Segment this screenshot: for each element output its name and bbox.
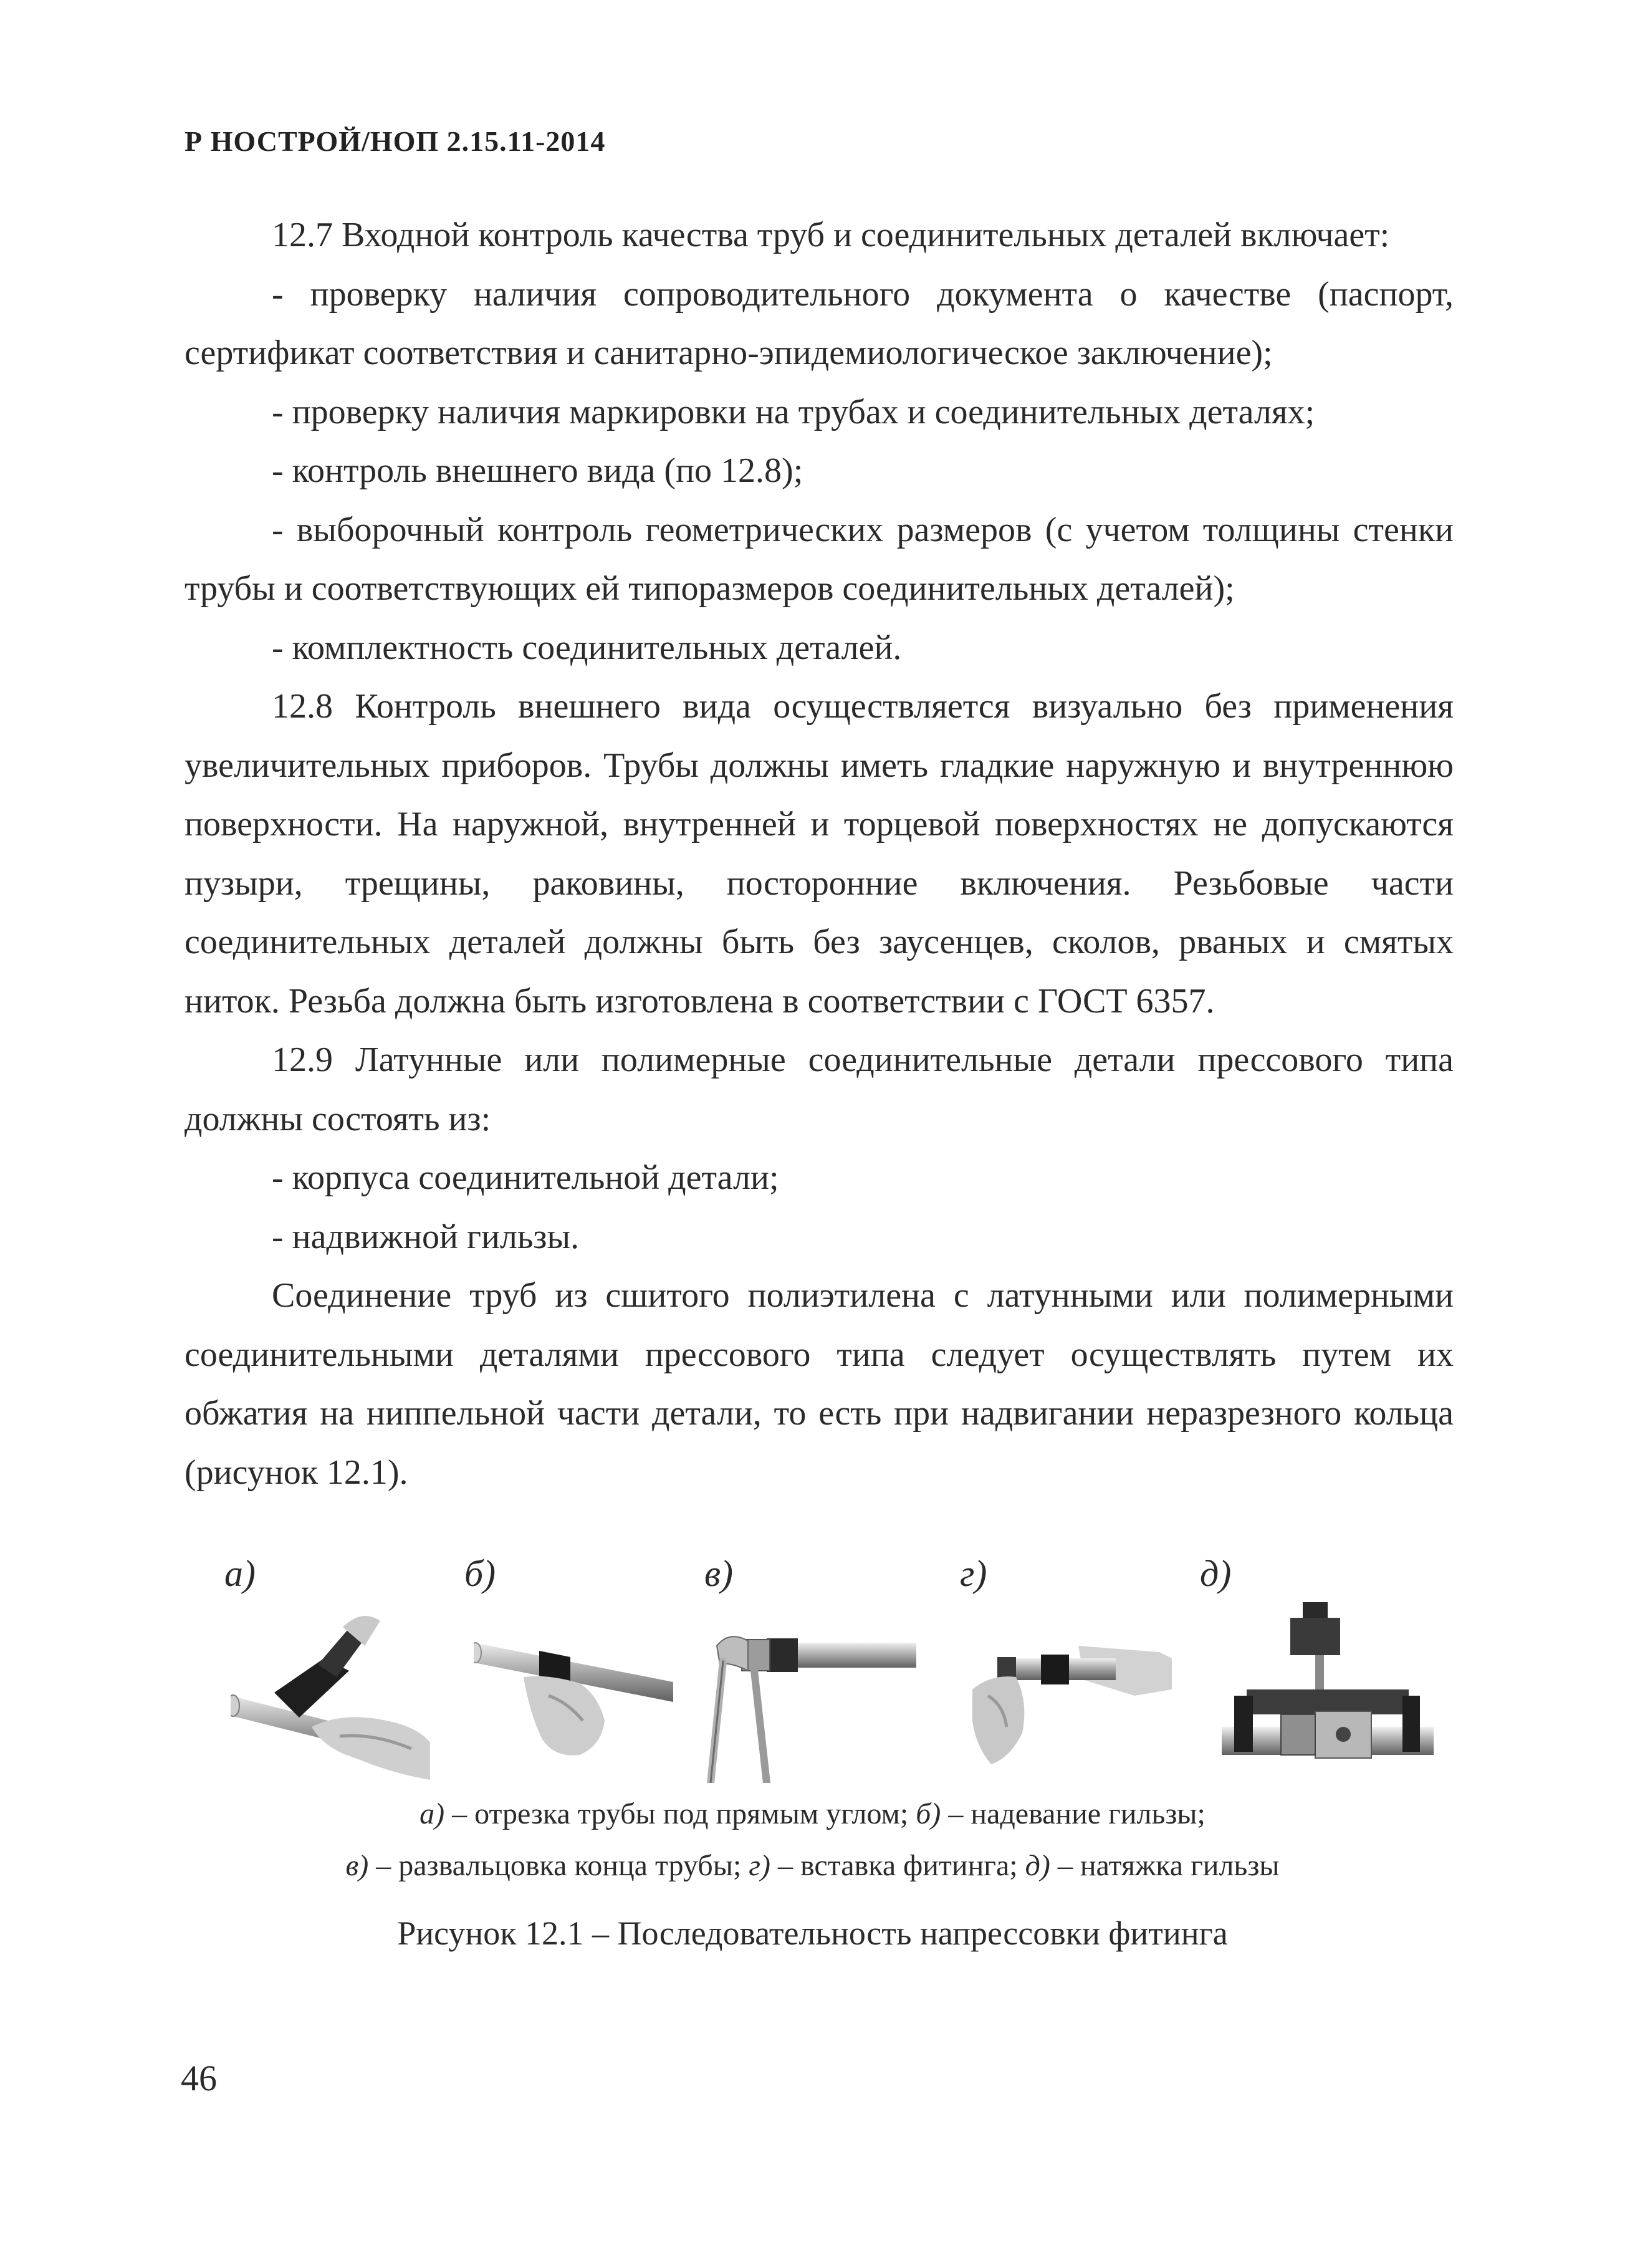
- list-item-visual-control: - контроль внешнего вида (по 12.8);: [272, 451, 803, 490]
- paragraph-12-8: 12.8 Контроль внешнего вида осуществляется визуально без применения увеличительных приборов. Трубы должны иметь гладкие наружную и внутреннюю поверхности. На наружной, внутренней и торцевой поверхностях не допускаются пузыри, трещины, раковины, посторонние включения. Резьбовые части соединительных деталей должны быть без заусенцев, сколов, рваных и смятых ниток. Резьба должна быть изготовлена в соответствии с ГОСТ 6357.: [185, 687, 1454, 1021]
- fitting-insertion-illustration: [972, 1602, 1172, 1783]
- figure-label-b: б): [464, 1553, 496, 1594]
- paragraph-12-7: 12.7 Входной контроль качества труб и соединительных деталей включает:: [272, 216, 1390, 254]
- caption-text-e: – натяжка гильзы: [1050, 1849, 1280, 1882]
- caption-label-a: а): [419, 1797, 445, 1830]
- caption-label-b: б): [916, 1797, 941, 1830]
- figure-caption-line1: [0, 1797, 1625, 1831]
- figure-label-c: в): [704, 1553, 734, 1594]
- figure-label-a: а): [224, 1553, 256, 1594]
- list-item-geometry-control: - выборочный контроль геометрических размеров (с учетом толщины стенки трубы и соответствующих ей типоразмеров соединительных деталей);: [185, 510, 1454, 608]
- figure-label-d: г): [960, 1553, 987, 1594]
- paragraph-connection: Соединение труб из сшитого полиэтилена с латунными или полимерными соединительными деталями прессового типа следует осуществлять путем их обжатия на ниппельной части детали, то есть при надвигании неразрезного кольца (рисунок 12.1).: [185, 1276, 1454, 1492]
- figure-caption-line2: [0, 1848, 1625, 1883]
- paragraph-12-9: 12.9 Латунные или полимерные соединительные детали прессового типа должны состоять из:: [185, 1040, 1454, 1138]
- list-item-marking-check: - проверку наличия маркировки на трубах и соединительных деталях;: [272, 392, 1315, 431]
- figure-labels: [0, 1552, 1625, 1602]
- sleeve-pressing-illustration: [1222, 1602, 1434, 1783]
- caption-text-b: – надевание гильзы;: [941, 1797, 1206, 1830]
- document-code-header: Р НОСТРОЙ/НОП 2.15.11-2014: [185, 125, 606, 157]
- caption-label-e: д): [1025, 1849, 1050, 1882]
- figure-photos: [0, 1602, 1625, 1783]
- caption-label-c: в): [345, 1849, 369, 1882]
- list-item-sleeve: - надвижной гильзы.: [272, 1217, 580, 1256]
- caption-label-d: г): [749, 1849, 770, 1882]
- pipe-cutting-illustration: [231, 1602, 430, 1783]
- pipe-flaring-illustration: [704, 1602, 916, 1783]
- caption-text-d: – вставка фитинга;: [770, 1849, 1025, 1882]
- body-text: [185, 206, 1454, 1502]
- figure-label-e: д): [1200, 1553, 1232, 1594]
- caption-text-c: – развальцовка конца трубы;: [368, 1849, 749, 1882]
- list-item-document-check: - проверку наличия сопроводительного документа о качестве (паспорт, сертификат соответствия и санитарно-эпидемиологическое заключение);: [185, 274, 1454, 372]
- caption-text-a: – отрезка трубы под прямым углом;: [444, 1797, 916, 1830]
- figure-title: Рисунок 12.1 – Последовательность напрессовки фитинга: [397, 1915, 1228, 1952]
- list-item-completeness: - комплектность соединительных деталей.: [272, 628, 902, 667]
- page-number: 46: [181, 2058, 217, 2098]
- list-item-body: - корпуса соединительной детали;: [272, 1158, 779, 1197]
- sleeve-fitting-illustration: [474, 1602, 673, 1783]
